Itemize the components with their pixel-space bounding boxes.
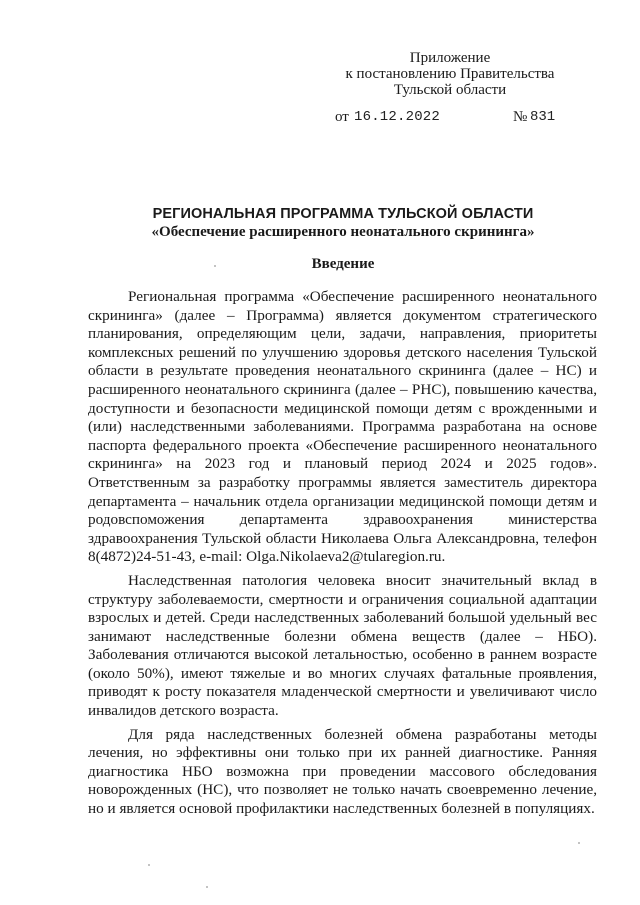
- paragraph: Для ряда наследственных болезней обмена разработаны методы лечения, но эффективны они только при их ранней диагностике. Ранняя диагностика НБО возможна при проведении массового обследования новорожденных (НС), что позволяет не только начать своевременно лечение, но и является основой профилактики наследственных болезней в популяциях.: [88, 725, 597, 818]
- scan-speck: [578, 842, 580, 844]
- document-title: [88, 205, 598, 241]
- scan-speck: [148, 864, 150, 866]
- title-main: РЕГИОНАЛЬНАЯ ПРОГРАММА ТУЛЬСКОЙ ОБЛАСТИ: [152, 206, 534, 222]
- document-number: 831: [530, 109, 556, 125]
- document-date: 16.12.2022: [354, 109, 441, 125]
- paragraph: Наследственная патология человека вносит значительный вклад в структуру заболеваемости, смертности и ограничения социальной адаптации взрослых и детей. Среди наследственных заболеваний большой удельный вес занимают наследственные болезни обмена веществ (далее – НБО). Заболевания отличаются высокой летальностью, особенно в раннем возрасте (около 50%), имеют тяжелые и во многих случаях фатальные проявления, приводят к росту показателя младенческой смертности и увеличивают число инвалидов детского возраста.: [88, 571, 597, 720]
- title-subtitle: «Обеспечение расширенного неонатального скрининга»: [151, 224, 535, 240]
- appendix-line-3: Тульской области: [393, 82, 507, 98]
- appendix-line-1: Приложение: [409, 50, 491, 66]
- section-heading: Введение: [311, 256, 375, 272]
- scan-speck: [214, 265, 216, 267]
- appendix-line-2: к постановлению Правительства: [345, 66, 555, 82]
- date-prefix: от: [335, 109, 349, 125]
- body-text: [88, 288, 597, 824]
- paragraph: Региональная программа «Обеспечение расширенного неонатального скрининга» (далее – Программа) является документом стратегического планирования, определяющим цели, задачи, направления, приоритеты комплексных решений по улучшению здоровья детского населения Тульской области в результате проведения неонатального скрининга (далее – НС) и расширенного неонатального скрининга (далее – РНС), повышению качества, доступности и безопасности медицинской помощи детям с врожденными и (или) наследственными заболеваниями. Программа разработана на основе паспорта федерального проекта «Обеспечение расширенного неонатального скрининга» на 2023 год и плановый период 2024 и 2025 годов». Ответственным за разработку программы является заместитель директора департамента – начальник отдела организации медицинской помощи детям и родовспоможения департамента здравоохранения министерства здравоохранения Тульской области Николаева Ольга Александровна, телефон 8(4872)24-51-43, e-mail: Olga.Nikolaeva2@tularegion.ru.: [88, 288, 597, 566]
- appendix-block: [335, 50, 565, 98]
- scan-speck: [206, 886, 208, 888]
- number-sign: №: [513, 109, 528, 125]
